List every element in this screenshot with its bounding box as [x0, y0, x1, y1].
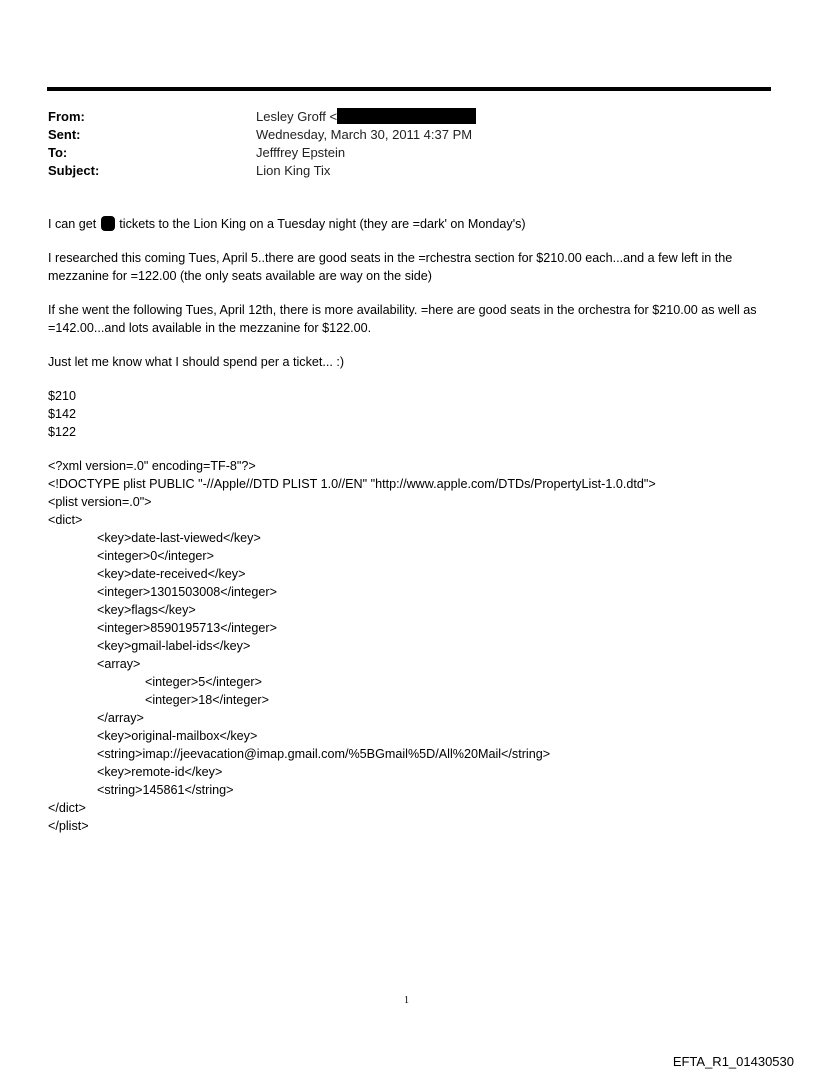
xml-line: </plist> — [48, 819, 89, 833]
xml-line: <key>date-last-viewed</key> — [97, 531, 261, 545]
subject-value: Lion King Tix — [256, 163, 331, 178]
xml-line: </array> — [97, 711, 144, 725]
subject-row — [48, 162, 476, 180]
xml-line: <key>date-received</key> — [97, 567, 246, 581]
xml-line: <key>original-mailbox</key> — [97, 729, 258, 743]
document-id: EFTA_R1_01430530 — [672, 1054, 794, 1069]
amount-list — [48, 387, 776, 441]
xml-line: </dict> — [48, 801, 86, 815]
paragraph-3: If she went the following Tues, April 12th, there is more availability. =here are good seats in the orchestra for $210.00 as well as =142.00...and lots available in the mezzanine for $122.00. — [48, 303, 757, 335]
xml-line: <key>remote-id</key> — [97, 765, 223, 779]
sent-label: Sent: — [48, 127, 81, 142]
xml-line: <array> — [97, 657, 141, 671]
email-header — [48, 108, 476, 180]
paragraph-1: I can get tickets to the Lion King on a Tuesday night (they are =dark' on Monday's) — [48, 217, 526, 231]
xml-line: <dict> — [48, 513, 83, 527]
xml-line: <string>145861</string> — [97, 783, 234, 797]
amount-item: $142 — [48, 407, 77, 421]
xml-line: <plist version=.0"> — [48, 495, 152, 509]
paragraph-4: Just let me know what I should spend per a ticket... :) — [48, 355, 345, 369]
xml-line: <integer>1301503008</integer> — [97, 585, 277, 599]
xml-line: <!DOCTYPE plist PUBLIC "-//Apple//DTD PLIST 1.0//EN" "http://www.apple.com/DTDs/PropertyList-1.0.dtd"> — [48, 477, 656, 491]
amount-item: $122 — [48, 425, 77, 439]
xml-line: <key>gmail-label-ids</key> — [97, 639, 251, 653]
subject-label: Subject: — [48, 163, 100, 178]
sent-value: Wednesday, March 30, 2011 4:37 PM — [256, 127, 473, 142]
xml-line: <string>imap://jeevacation@imap.gmail.com/%5BGmail%5D/All%20Mail</string> — [97, 747, 551, 761]
to-label: To: — [48, 145, 68, 160]
from-row — [48, 108, 476, 126]
xml-line: <integer>18</integer> — [145, 693, 269, 707]
redaction-block — [101, 216, 115, 231]
email-body — [48, 215, 776, 835]
sent-row — [48, 126, 476, 144]
header-rule — [47, 87, 771, 91]
paragraph-2: I researched this coming Tues, April 5..there are good seats in the =rchestra section for $210.00 each...and a few left in the mezzanine for =122.00 (the only seats available are way on the side) — [48, 251, 733, 283]
from-value: Lesley Groff < — [256, 108, 476, 126]
xml-line: <integer>0</integer> — [97, 549, 214, 563]
from-label: From: — [48, 109, 85, 124]
to-row — [48, 144, 476, 162]
redaction-block — [337, 108, 476, 124]
plist-xml — [48, 457, 776, 835]
xml-line: <?xml version=.0" encoding=TF-8"?> — [48, 459, 256, 473]
to-value: Jefffrey Epstein — [256, 145, 346, 160]
page-number: 1 — [404, 995, 409, 1006]
xml-line: <integer>5</integer> — [145, 675, 262, 689]
xml-line: <integer>8590195713</integer> — [97, 621, 277, 635]
xml-line: <key>flags</key> — [97, 603, 196, 617]
amount-item: $210 — [48, 389, 77, 403]
